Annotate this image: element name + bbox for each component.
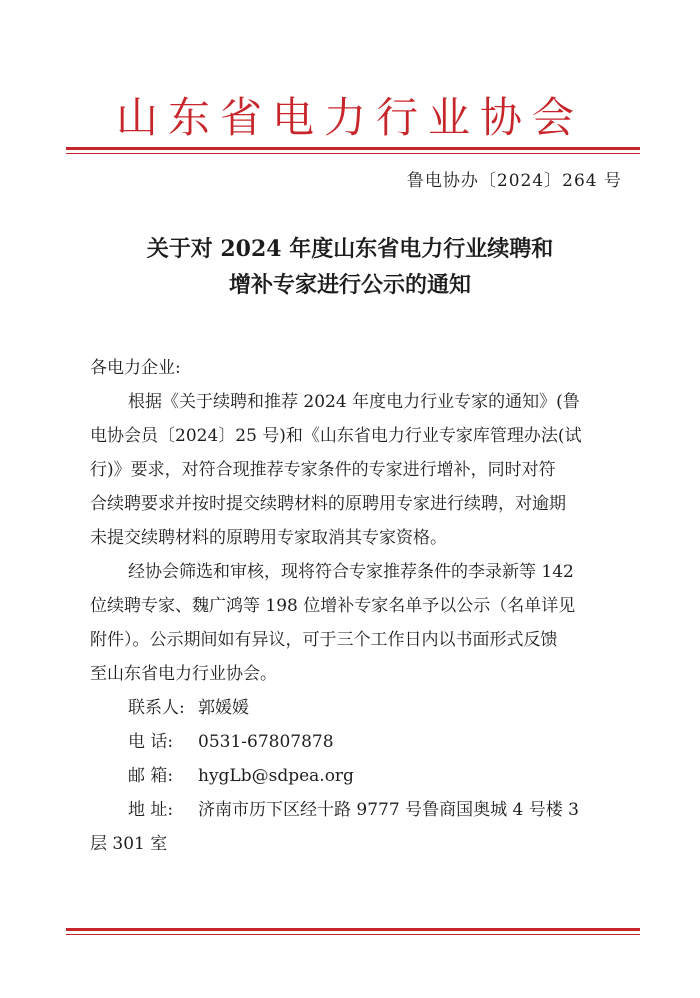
contact-address-continuation: 层 301 室: [90, 834, 168, 854]
contact-person-value: 郭媛媛: [198, 698, 249, 718]
paragraph-2: [90, 555, 618, 691]
contact-phone: [90, 725, 618, 759]
org-letterhead-title: 山东省电力行业协会: [115, 93, 584, 142]
paragraph-2-line: 附件）。公示期间如有异议，可于三个工作日内以书面形式反馈: [90, 630, 558, 650]
letterhead-rule-thin: [66, 153, 640, 154]
contact-person: [90, 691, 618, 725]
salutation: 各电力企业:: [90, 358, 181, 378]
paragraph-1-line: 未提交续聘材料的原聘用专家取消其专家资格。: [90, 528, 447, 548]
document-title: [0, 231, 700, 303]
contact-block: [90, 691, 618, 861]
contact-email-value: hygLb@sdpea.org: [198, 766, 354, 786]
paragraph-1: [90, 385, 618, 555]
contact-phone-label: 电 话:: [128, 732, 174, 752]
contact-email-label: 邮 箱:: [128, 766, 174, 786]
contact-address-label: 地 址:: [128, 800, 174, 820]
document-number: 鲁电协办〔2024〕264 号: [406, 171, 622, 191]
footer-rule-thick: [66, 928, 640, 931]
contact-email: [90, 759, 618, 793]
paragraph-1-line: 合续聘要求并按时提交续聘材料的原聘用专家进行续聘，对逾期: [90, 494, 566, 514]
paragraph-1-line: 行)》要求，对符合现推荐专家条件的专家进行增补，同时对符: [90, 460, 556, 480]
paragraph-1-line: 根据《关于续聘和推荐 2024 年度电力行业专家的通知》(鲁: [128, 392, 580, 412]
document-title-line-1: 关于对 2024 年度山东省电力行业续聘和: [146, 236, 554, 262]
paragraph-2-line: 位续聘专家、魏广鸿等 198 位增补专家名单予以公示（名单详见: [90, 596, 576, 616]
document-body: [90, 351, 618, 861]
contact-phone-value: 0531-67807878: [198, 732, 334, 752]
paragraph-2-line: 至山东省电力行业协会。: [90, 664, 277, 684]
contact-address: [90, 793, 618, 827]
letterhead-rule-thick: [66, 147, 640, 150]
paragraph-2-line: 经协会筛选和审核，现将符合专家推荐条件的李录新等 142: [128, 562, 574, 582]
contact-address-value: 济南市历下区经十路 9777 号鲁商国奥城 4 号楼 3: [198, 800, 579, 820]
paragraph-1-line: 电协会员〔2024〕25 号)和《山东省电力行业专家库管理办法(试: [90, 426, 582, 446]
footer-rule-thin: [66, 934, 640, 935]
contact-person-label: 联系人:: [128, 698, 185, 718]
document-title-line-2: 增补专家进行公示的通知: [228, 272, 471, 298]
